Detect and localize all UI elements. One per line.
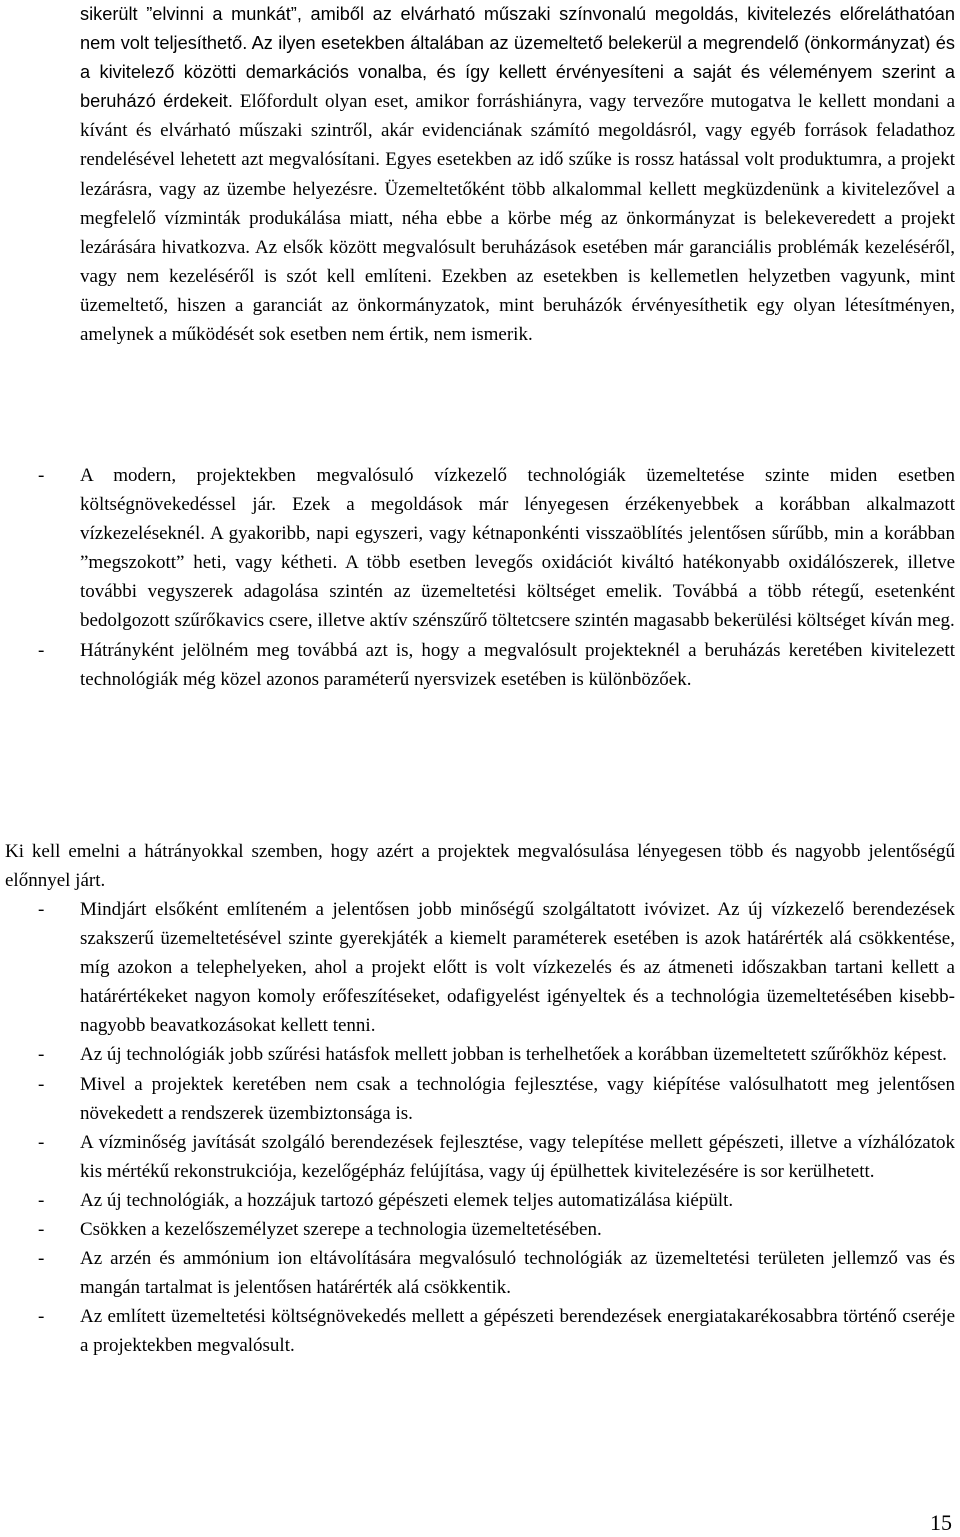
list-item: [0, 895, 955, 1040]
list-item: [0, 1302, 955, 1360]
list-bullet: -: [38, 1044, 45, 1066]
list-item: [0, 1128, 955, 1186]
list-bullet: -: [38, 1131, 45, 1153]
continuation-text-serif: Előfordult olyan eset, amikor forráshiányra, vagy tervezőre mutogatva le kellett mondani a kívánt és elvárható műszaki szintről, akár evidenciának számító megoldásról, vagy egyéb források feladathoz rendelésével lehetett azt megvalósítani. Egyes esetekben az idő szűke is rossz hatással volt produktumra, a projekt lezárásra, vagy az üzembe helyezésre. Üzemeltetőként több alkalommal kellett megküzdenünk a kivitelezővel a megfelelő vízminták produkálása miatt, néha ebbe a körbe még az önkormányzat is belekeveredett a projekt lezárására hivatkozva. Az elsők között megvalósult beruházások esetében már garanciális problémák kezeléséről, vagy nem kezeléséről is szót kell említeni. Ezekben az esetekben is kellemetlen helyzetben vagyunk, mint üzemeltető, hiszen a garanciát az önkormányzatok, mint beruházók érvényesíthetik egy olyan létesítményen, amelynek a működését sok esetben nem értik, nem ismerik.: [80, 91, 955, 346]
list-item: [0, 1040, 955, 1069]
list-bullet: -: [38, 1248, 45, 1270]
continuation-paragraph: [80, 0, 955, 349]
list-bullet: -: [38, 1306, 45, 1328]
list-item-text: Az arzén és ammónium ion eltávolítására megvalósuló technológiák az üzemeltetési területen jellemző vas és mangán tartalmat is jelentősen határérték alá csökkentik.: [80, 1248, 955, 1299]
list-bullet: -: [38, 639, 45, 661]
list-bullet: -: [38, 1189, 45, 1211]
list-item: [0, 1186, 955, 1215]
disadvantages-list: [0, 461, 955, 694]
list-item: [0, 1215, 955, 1244]
list-item-text: Hátrányként jelölném meg továbbá azt is, hogy a megvalósult projekteknél a beruházás keretében kivitelezett technológiák még közel azonos paraméterű nyersvizek esetében is különbözőek.: [80, 639, 955, 690]
list-bullet: -: [38, 1073, 45, 1095]
list-item: [0, 636, 955, 694]
list-item-text: Csökken a kezelőszemélyzet szerepe a technologia üzemeltetésében.: [80, 1219, 602, 1241]
list-item-text: A modern, projektekben megvalósuló vízkezelő technológiák üzemeltetése szinte miden esetben költségnövekedéssel jár. Ezek a megoldások már lényegesen érzékenyebbek a korábban alkalmazott vízkezeléseknél. A gyakoribb, napi egyszeri, vagy kétnaponkénti visszaöblítés jelentősen sűrűbb, min a korábban ”megszokott” heti, vagy kétheti. A több esetben levegős oxidációt kiváltó hatékonyabb oxidálószerek, illetve további vegyszerek adagolása szintén az üzemeltetési költséget emelik. Továbbá a több rétegű, esetenként bedolgozott szűrőkavics csere, illetve aktív szénszűrő töltetcsere szintén magasabb bekerülési költséget kíván meg.: [80, 465, 955, 632]
list-bullet: -: [38, 1219, 45, 1241]
list-item-text: Mivel a projektek keretében nem csak a technológia fejlesztése, vagy kiépítése valósulhatott meg jelentősen növekedett a rendszerek üzembiztonsága is.: [80, 1073, 955, 1124]
advantages-intro-paragraph: [5, 837, 955, 895]
list-bullet: -: [38, 899, 45, 920]
list-bullet: -: [38, 465, 45, 486]
list-item-text: A vízminőség javítását szolgáló berendezések fejlesztése, vagy telepítése mellett gépészeti, illetve a vízhálózatok kis mértékű rekonstrukciója, kezelőgépház felújítása, vagy új épülhettek kivitelezésére is sor kerülhetett.: [80, 1131, 955, 1182]
list-item-text: Az említett üzemeltetési költségnövekedés mellett a gépészeti berendezések energiatakarékosabbra történő cseréje a projektekben megvalósult.: [80, 1306, 955, 1357]
list-item: [0, 1244, 955, 1302]
page-number: 15: [930, 1510, 952, 1535]
list-item: [0, 1070, 955, 1128]
continuation-text-sans: sikerült ”elvinni a munkát”, amiből az elvárható műszaki színvonalú megoldás, kivitelezés előreláthatóan nem volt teljesíthető. Az ilyen esetekben általában az üzemeltető belekerül a megrendelő (önkormányzat) és a kivitelező közötti demarkációs vonalba, és így kellett érvényesíteni a saját és véleményem szerint a beruházó érdekeit.: [80, 4, 955, 112]
advantages-list: [0, 895, 955, 1361]
list-item-text: Az új technológiák jobb szűrési hatásfok mellett jobban is terhelhetőek a korábban üzemeltetett szűrőkhöz képest.: [80, 1044, 947, 1066]
list-item: [0, 461, 955, 636]
paragraph-text: Ki kell emelni a hátrányokkal szemben, hogy azért a projektek megvalósulása lényegesen több és nagyobb jelentőségű előnnyel járt.: [5, 841, 955, 892]
list-item-text: Az új technológiák, a hozzájuk tartozó gépészeti elemek teljes automatizálása kiépült.: [80, 1189, 734, 1211]
list-item-text: Mindjárt elsőként említeném a jelentősen jobb minőségű szolgáltatott ivóvizet. Az új vízkezelő berendezések szakszerű üzemeltetésével szinte gyerekjáték a kiemelt paraméterek esetében is azok határérték alá csökkentése, míg azokon a telephelyeken, ahol a projekt előtt is volt vízkezelés és az átmeneti időszakban tartani kellett a határértékeket nagyon komoly erőfeszítéseket, odafigyelést igényeltek és a technológia üzemeltetésében kisebb-nagyobb beavatkozásokat kellett tenni.: [80, 899, 955, 1037]
